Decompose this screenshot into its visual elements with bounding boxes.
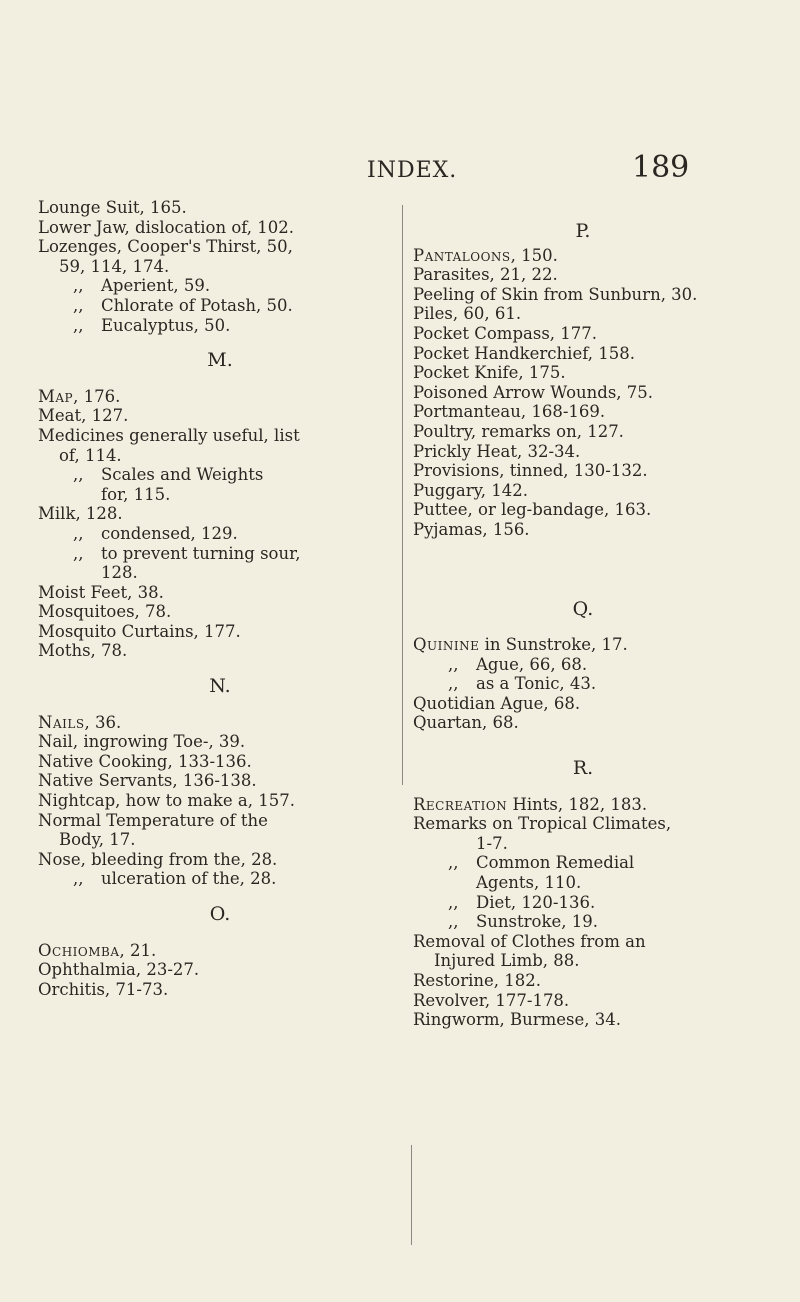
entry-text: Pocket Handkerchief, 158. [413, 343, 635, 363]
entry-text: Milk, 128. [38, 504, 123, 524]
index-entry [413, 853, 753, 873]
index-entry [38, 426, 402, 446]
index-entry [38, 732, 402, 752]
index-entry [38, 791, 402, 811]
index-entry [413, 422, 753, 442]
index-entry [413, 1010, 753, 1030]
index-entry [38, 641, 402, 661]
index-entry [413, 893, 753, 913]
index-entry [38, 980, 402, 1000]
index-entry [38, 465, 402, 485]
index-entry [38, 524, 402, 544]
entry-text: Lower Jaw, dislocation of, 102. [38, 217, 295, 237]
entry-text: Scales and Weights [101, 465, 264, 485]
entry-continuation: 1-7. [476, 833, 508, 853]
entry-continuation: of, 114. [59, 445, 122, 465]
index-entry [413, 520, 753, 540]
entry-continuation: Injured Limb, 88. [434, 951, 580, 971]
index-entry [38, 771, 402, 791]
ditto-mark: ,, [73, 523, 84, 543]
entry-text: Remarks on Tropical Climates, [413, 814, 672, 834]
index-entry [38, 941, 402, 961]
entry-text: , 21. [119, 940, 157, 960]
entry-text: Medicines generally useful, list [38, 425, 300, 445]
ditto-mark: ,, [73, 543, 84, 563]
index-entry [38, 869, 402, 889]
section-letter-heading: O. [209, 903, 231, 925]
entry-text: Nightcap, how to make a, 157. [38, 791, 295, 811]
index-entry [38, 960, 402, 980]
entry-text: Aperient, 59. [101, 276, 211, 296]
section-letter-heading: R. [572, 757, 594, 780]
index-entry [413, 795, 753, 815]
index-entry [413, 814, 753, 834]
entry-text: Puttee, or leg-bandage, 163. [413, 500, 652, 520]
entry-text: Mosquito Curtains, 177. [38, 621, 241, 641]
entry-text: Lounge Suit, 165. [38, 198, 187, 217]
entry-text: , 176. [73, 386, 121, 406]
entry-headword: Quinine [413, 635, 480, 655]
index-entry [38, 237, 402, 257]
entry-text: , 36. [84, 712, 122, 732]
entry-text: Lozenges, Cooper's Thirst, 50, [38, 237, 293, 257]
index-entry [38, 583, 402, 603]
index-entry [413, 991, 753, 1011]
index-entry [413, 265, 753, 285]
right-column [413, 198, 753, 1030]
index-entry [413, 713, 753, 733]
index-entry [38, 602, 402, 622]
index-entry [413, 246, 753, 266]
entry-text: Removal of Clothes from an [413, 931, 646, 951]
entry-text: Parasites, 21, 22. [413, 265, 558, 285]
entry-text: Hints, 182, 183. [507, 794, 648, 814]
entry-text: Meat, 127. [38, 406, 129, 426]
ditto-mark: ,, [448, 674, 459, 694]
entry-text: Eucalyptus, 50. [101, 315, 231, 335]
ditto-mark: ,, [448, 654, 459, 674]
entry-text: to prevent turning sour, [101, 543, 301, 563]
index-entry [38, 296, 402, 316]
entry-text: Native Cooking, 133-136. [38, 751, 252, 771]
index-entry [413, 932, 753, 952]
index-entry [413, 285, 753, 305]
index-entry [413, 324, 753, 344]
index-entry [38, 811, 402, 831]
page-title: INDEX. [367, 158, 458, 183]
index-entry [413, 481, 753, 501]
index-entry [413, 674, 753, 694]
entry-text: Nose, bleeding from the, 28. [38, 849, 278, 869]
index-entry [413, 635, 753, 655]
ditto-mark: ,, [73, 295, 84, 315]
entry-text: Pyjamas, 156. [413, 519, 530, 539]
index-entry [38, 713, 402, 733]
entry-headword: Ochiomba [38, 940, 120, 960]
entry-text: Pocket Compass, 177. [413, 323, 598, 343]
ditto-mark: ,, [448, 853, 459, 873]
entry-text: Sunstroke, 19. [476, 912, 598, 932]
ditto-mark: ,, [73, 869, 84, 889]
entry-text: , 150. [510, 245, 558, 265]
ditto-mark: ,, [73, 465, 84, 485]
index-entry [38, 218, 402, 238]
ditto-mark: ,, [73, 315, 84, 335]
entry-text: Quartan, 68. [413, 713, 519, 733]
entry-text: Quotidian Ague, 68. [413, 693, 581, 713]
entry-headword: Nails [38, 712, 85, 732]
index-entry [38, 504, 402, 524]
entry-text: Portmanteau, 168-169. [413, 402, 606, 422]
index-entry [413, 500, 753, 520]
entry-text: Piles, 60, 61. [413, 304, 522, 324]
entry-text: Moths, 78. [38, 641, 128, 661]
index-entry [413, 363, 753, 383]
entry-text: Orchitis, 71-73. [38, 979, 169, 999]
index-entry [38, 622, 402, 642]
column-divider [402, 205, 403, 785]
entry-text: Moist Feet, 38. [38, 582, 164, 602]
entry-text: Pocket Knife, 175. [413, 363, 566, 383]
index-entry [38, 850, 402, 870]
page-header [0, 150, 800, 190]
page-number: 189 [632, 150, 690, 185]
entry-continuation: Agents, 110. [476, 873, 582, 893]
entry-text: Ringworm, Burmese, 34. [413, 1010, 621, 1030]
index-entry [38, 752, 402, 772]
index-entry [413, 461, 753, 481]
entry-text: Diet, 120-136. [476, 892, 596, 912]
index-entry [38, 406, 402, 426]
entry-text: Prickly Heat, 32-34. [413, 441, 581, 461]
index-entry [413, 912, 753, 932]
entry-text: Common Remedial [476, 853, 635, 873]
entry-continuation: 128. [101, 563, 138, 583]
entry-text: Poultry, remarks on, 127. [413, 421, 624, 441]
index-entry [413, 971, 753, 991]
entry-text: Poisoned Arrow Wounds, 75. [413, 382, 654, 402]
section-letter-heading: M. [207, 349, 233, 372]
entry-headword: Recreation [413, 794, 508, 814]
index-entry [413, 402, 753, 422]
entry-text: ulceration of the, 28. [101, 869, 277, 889]
entry-text: Chlorate of Potash, 50. [101, 295, 293, 315]
entry-text: in Sunstroke, 17. [479, 635, 628, 655]
ditto-mark: ,, [448, 912, 459, 932]
left-column [38, 198, 402, 999]
entry-text: Revolver, 177-178. [413, 990, 570, 1010]
entry-text: condensed, 129. [101, 523, 238, 543]
entry-text: Ophthalmia, 23-27. [38, 960, 200, 980]
index-entry [413, 304, 753, 324]
section-letter-heading: N. [209, 675, 231, 698]
entry-text: Peeling of Skin from Sunburn, 30. [413, 284, 698, 304]
entry-text: Ague, 66, 68. [476, 654, 588, 674]
entry-headword: Map [38, 386, 74, 406]
ditto-mark: ,, [73, 276, 84, 296]
ditto-mark: ,, [448, 892, 459, 912]
index-entry [413, 383, 753, 403]
section-letter-heading: Q. [572, 597, 594, 620]
entry-headword: Pantaloons [413, 245, 511, 265]
entry-text: Normal Temperature of the [38, 810, 268, 830]
entry-text: Restorine, 182. [413, 971, 542, 990]
index-entry [38, 544, 402, 564]
entry-text: Puggary, 142. [413, 480, 528, 500]
index-entry [413, 442, 753, 462]
section-letter-heading: P. [575, 220, 591, 242]
entry-text: Nail, ingrowing Toe-, 39. [38, 732, 246, 752]
entry-continuation: Body, 17. [59, 830, 136, 850]
index-entry [38, 276, 402, 296]
column-divider-lower [411, 1145, 412, 1245]
entry-continuation: for, 115. [101, 484, 171, 504]
entry-text: Native Servants, 136-138. [38, 771, 257, 791]
index-entry [413, 344, 753, 364]
entry-continuation: 59, 114, 174. [59, 256, 170, 276]
index-entry [413, 694, 753, 714]
entry-text: as a Tonic, 43. [476, 674, 597, 694]
index-entry [413, 655, 753, 675]
entry-text: Provisions, tinned, 130-132. [413, 461, 648, 481]
index-entry [38, 198, 402, 218]
index-entry [38, 387, 402, 407]
entry-text: Mosquitoes, 78. [38, 602, 172, 622]
index-entry [38, 316, 402, 336]
